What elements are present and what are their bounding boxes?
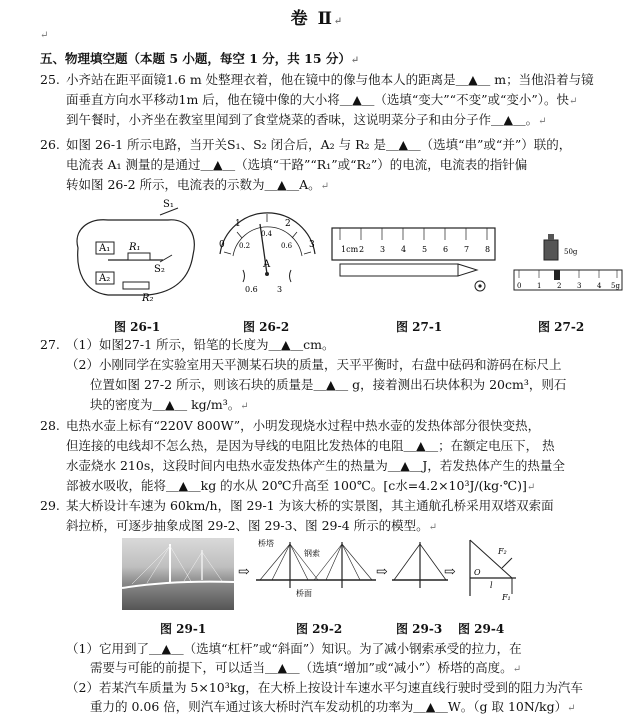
figure-26-1-circuit — [68, 200, 198, 305]
figure-29-2-bridge-model — [256, 540, 376, 600]
arrow-icon: ⇨ — [376, 564, 388, 580]
question-28-line4 — [66, 478, 535, 495]
question-29-line4 — [90, 660, 521, 677]
arrow-icon: ⇨ — [238, 564, 250, 580]
question-28-line1 — [40, 418, 540, 433]
question-text: 重力的 0.06 倍，则汽车通过该大桥时汽车发动机的功率为＿▲＿W。（g 取 10N/kg） — [90, 699, 568, 714]
para-mark: ↵ — [567, 703, 576, 714]
scale-num: 0 — [517, 282, 522, 290]
sub-tick-1: 0.2 — [239, 242, 251, 250]
label-r2: R₂ — [142, 293, 154, 304]
question-text: 部被水吸收，能将＿▲＿kg 的水从 20℃升高至 100℃。[c水=4.2×10³J/(kg·℃)] — [66, 478, 527, 493]
question-number: 25. — [40, 72, 60, 87]
caption-27-2: 图 27-2 — [538, 320, 585, 334]
question-28-line3 — [66, 458, 565, 473]
question-26-line1 — [40, 137, 571, 152]
ruler-num: 3 — [380, 245, 386, 254]
weight-label: 50g — [564, 248, 578, 256]
ruler-unit: 1cm — [341, 245, 359, 254]
figure-27-1-ruler — [332, 228, 497, 298]
question-number: 26. — [40, 137, 60, 152]
title-text: 卷 Ⅱ — [290, 9, 334, 29]
terminal-06: 0.6 — [245, 285, 258, 294]
question-29-line2 — [66, 518, 437, 535]
scale-num: 1 — [537, 282, 542, 290]
question-number: 29. — [40, 498, 60, 513]
question-text: 块的密度为＿▲＿ kg/m³。 — [90, 397, 241, 412]
question-25-line2 — [66, 92, 577, 109]
ruler-num: 5 — [422, 245, 428, 254]
question-text: （2）若某汽车质量为 5×10³kg，在大桥上按设计车速水平匀速直线行驶时受到的阻力为汽车 — [66, 680, 583, 695]
para-mark: ↵ — [333, 16, 345, 27]
para-mark: ↵ — [569, 96, 578, 107]
question-text: 但连接的电线却不怎么热，是因为导线的电阻比发热体的电阻＿▲＿；在额定电压下， 热 — [66, 438, 555, 453]
question-text: 转如图 26-2 所示，电流表的示数为＿▲＿A。 — [66, 177, 321, 192]
tick-2: 2 — [285, 219, 291, 229]
tick-0: 0 — [219, 240, 225, 250]
para-mark: ↵ — [320, 181, 330, 192]
question-text: 小齐站在距平面镜1.6 m 处整理衣着，他在镜中的像与他本人的距离是＿▲＿ m；当他沿着与镜 — [66, 72, 594, 87]
question-text: 电热水壶上标有“220V 800W”，小明发现烧水过程中热水壶的发热体部分很快变热， — [66, 418, 541, 433]
question-27-line4 — [90, 397, 249, 414]
question-28-line2 — [66, 438, 555, 453]
terminal-3: 3 — [277, 285, 283, 294]
tick-3: 3 — [309, 240, 315, 250]
question-text: 到午餐时，小齐坐在教室里闻到了食堂烧菜的香味，这说明菜分子和由分子作＿▲＿。 — [66, 112, 539, 127]
question-29-line3 — [66, 641, 522, 656]
question-27-line3 — [90, 377, 566, 392]
question-25-line1 — [40, 72, 594, 87]
caption-29-3: 图 29-3 — [396, 622, 443, 636]
page-title — [0, 4, 635, 29]
scale-num: 5g — [611, 282, 620, 290]
label-a2: A₂ — [99, 273, 111, 284]
figure-26-2-ammeter — [215, 212, 320, 302]
caption-27-1: 图 27-1 — [396, 320, 443, 334]
label-o: O — [474, 568, 481, 577]
figure-29-3-bridge-model — [390, 540, 450, 600]
label-f1: F₁ — [502, 593, 511, 602]
question-29-line5 — [66, 680, 583, 695]
question-text: （1）它用到了＿▲＿（选填“杠杆”或“斜面”）知识。为了减小钢索承受的拉力，在 — [66, 641, 522, 656]
para-mark: ↵ — [512, 664, 522, 675]
caption-26-1: 图 26-1 — [114, 320, 161, 334]
question-27-line2 — [66, 357, 561, 372]
label-a1: A₁ — [99, 243, 111, 254]
caption-26-2: 图 26-2 — [243, 320, 290, 334]
question-26-line2 — [66, 157, 527, 172]
question-text: 如图 26-1 所示电路，当开关S₁、S₂ 闭合后，A₂ 与 R₂ 是＿▲＿（选填“串”或“并”）联的， — [66, 137, 572, 152]
tick-1: 1 — [235, 219, 241, 229]
section-heading-text: 五、物理填空题（本题 5 小题，每空 1 分，共 15 分） — [40, 51, 351, 66]
question-25-line3 — [66, 112, 547, 129]
scale-num: 3 — [577, 282, 582, 290]
figure-27-2-scale — [514, 232, 624, 297]
figure-29-1-bridge-photo — [122, 538, 234, 610]
question-text: 水壶烧水 210s，这段时间内电热水壶发热体产生的热量为＿▲＿J，若发热体产生的热量全 — [66, 458, 565, 473]
para-mark: ↵ — [428, 522, 438, 533]
question-26-line3 — [66, 177, 329, 194]
para-mark: ↵ — [538, 116, 547, 127]
arrow-icon: ⇨ — [444, 564, 456, 580]
question-text: 需要与可能的前提下，可以适当＿▲＿（选填“增加”或“减小”）桥塔的高度。 — [90, 660, 513, 675]
figure-29-4-lever-model — [462, 538, 522, 604]
question-text: （2）小刚同学在实验室用天平测某石块的质量，天平平衡时，右盘中砝码和游码在标尺上 — [66, 357, 562, 372]
label-deck: 桥面 — [296, 589, 312, 598]
caption-29-2: 图 29-2 — [296, 622, 343, 636]
label-s2: S₂ — [154, 264, 165, 275]
para-mark: ↵ — [40, 30, 49, 41]
label-f2: F₂ — [498, 547, 507, 556]
question-number: 28. — [40, 418, 60, 433]
question-text: 面垂直方向水平移动1m 后，他在镜中像的大小将＿▲＿（选填“变大”“不变”或“变小”）。快 — [66, 92, 569, 107]
ruler-num: 8 — [485, 245, 491, 254]
question-text: （1）如图27-1 所示，铅笔的长度为＿▲＿cm。 — [66, 337, 335, 352]
label-cable: 钢索 — [304, 549, 320, 558]
ruler-num: 4 — [401, 245, 407, 254]
meter-unit: A — [263, 259, 271, 270]
ruler-num: 7 — [464, 245, 470, 254]
question-text: 某大桥设计车速为 60km/h，图 29-1 为该大桥的实景图，其主通航孔桥采用双塔双索面 — [66, 498, 554, 513]
para-mark: ↵ — [350, 55, 360, 66]
sub-tick-2: 0.4 — [261, 230, 273, 238]
label-r1: R₁ — [129, 242, 141, 253]
caption-29-4: 图 29-4 — [458, 622, 505, 636]
para-mark: ↵ — [240, 401, 249, 412]
ruler-num: 6 — [443, 245, 449, 254]
question-27-line1 — [40, 337, 334, 352]
sub-tick-3: 0.6 — [281, 242, 293, 250]
question-text: 电流表 A₁ 测量的是通过＿▲＿（选填“干路”“R₁”或“R₂”）的电流，电流表的指针偏 — [66, 157, 528, 172]
question-29-line1 — [40, 498, 554, 513]
para-mark: ↵ — [526, 482, 536, 493]
caption-29-1: 图 29-1 — [160, 622, 207, 636]
section-heading — [40, 51, 359, 68]
label-s1: S₁ — [163, 199, 174, 210]
question-29-line6 — [90, 699, 575, 716]
label-l: l — [490, 581, 493, 590]
label-tower: 桥塔 — [258, 539, 274, 548]
question-text: 斜拉桥，可逐步抽象成图 29-2、图 29-3、图 29-4 所示的模型。 — [66, 518, 429, 533]
question-text: 位置如图 27-2 所示，则该石块的质量是＿▲＿ g，接着测出石块体积为 20cm³，则石 — [90, 377, 567, 392]
scale-num: 2 — [557, 282, 562, 290]
ruler-num: 2 — [359, 245, 365, 254]
question-number: 27. — [40, 337, 60, 352]
scale-num: 4 — [597, 282, 602, 290]
